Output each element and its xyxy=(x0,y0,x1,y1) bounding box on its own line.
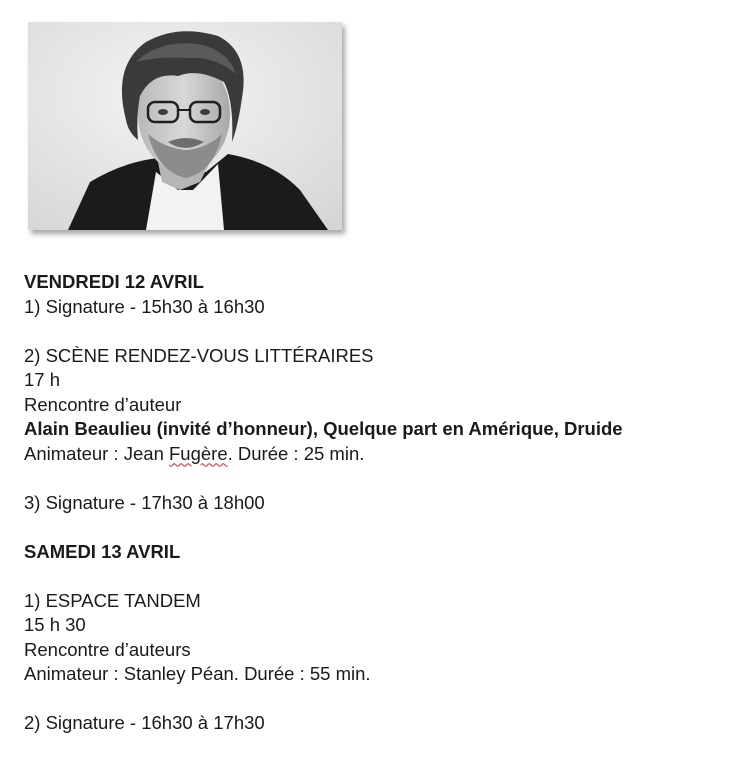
friday-scene-author: Alain Beaulieu (invité d’honneur), Quelque part en Amérique, Druide xyxy=(24,418,623,439)
host-prefix: Animateur : Jean xyxy=(24,442,169,464)
saturday-tandem-title: 1) ESPACE TANDEM xyxy=(24,589,201,611)
saturday-heading: SAMEDI 13 AVRIL xyxy=(24,540,181,562)
friday-scene-title: 2) SCÈNE RENDEZ-VOUS LITTÉRAIRES xyxy=(24,344,374,366)
friday-scene-host xyxy=(24,442,744,467)
friday-heading: VENDREDI 12 AVRIL xyxy=(24,271,204,292)
saturday-tandem-type: Rencontre d’auteurs xyxy=(24,638,191,660)
author-portrait-icon xyxy=(28,22,342,230)
event-schedule xyxy=(24,270,744,736)
friday-scene-time: 17 h xyxy=(24,369,61,390)
author-photo xyxy=(28,22,342,230)
saturday-tandem-host: Animateur : Stanley Péan. Durée : 55 min. xyxy=(24,663,371,684)
friday-signature-1: 1) Signature - 15h30 à 16h30 xyxy=(24,295,265,317)
host-suffix: . Durée : 25 min. xyxy=(227,442,365,464)
friday-scene-type: Rencontre d’auteur xyxy=(24,393,182,415)
saturday-signature: 2) Signature - 16h30 à 17h30 xyxy=(24,712,265,733)
saturday-tandem-time: 15 h 30 xyxy=(24,614,86,635)
host-name: Fugère xyxy=(169,442,228,464)
friday-signature-2: 3) Signature - 17h30 à 18h00 xyxy=(24,491,265,513)
